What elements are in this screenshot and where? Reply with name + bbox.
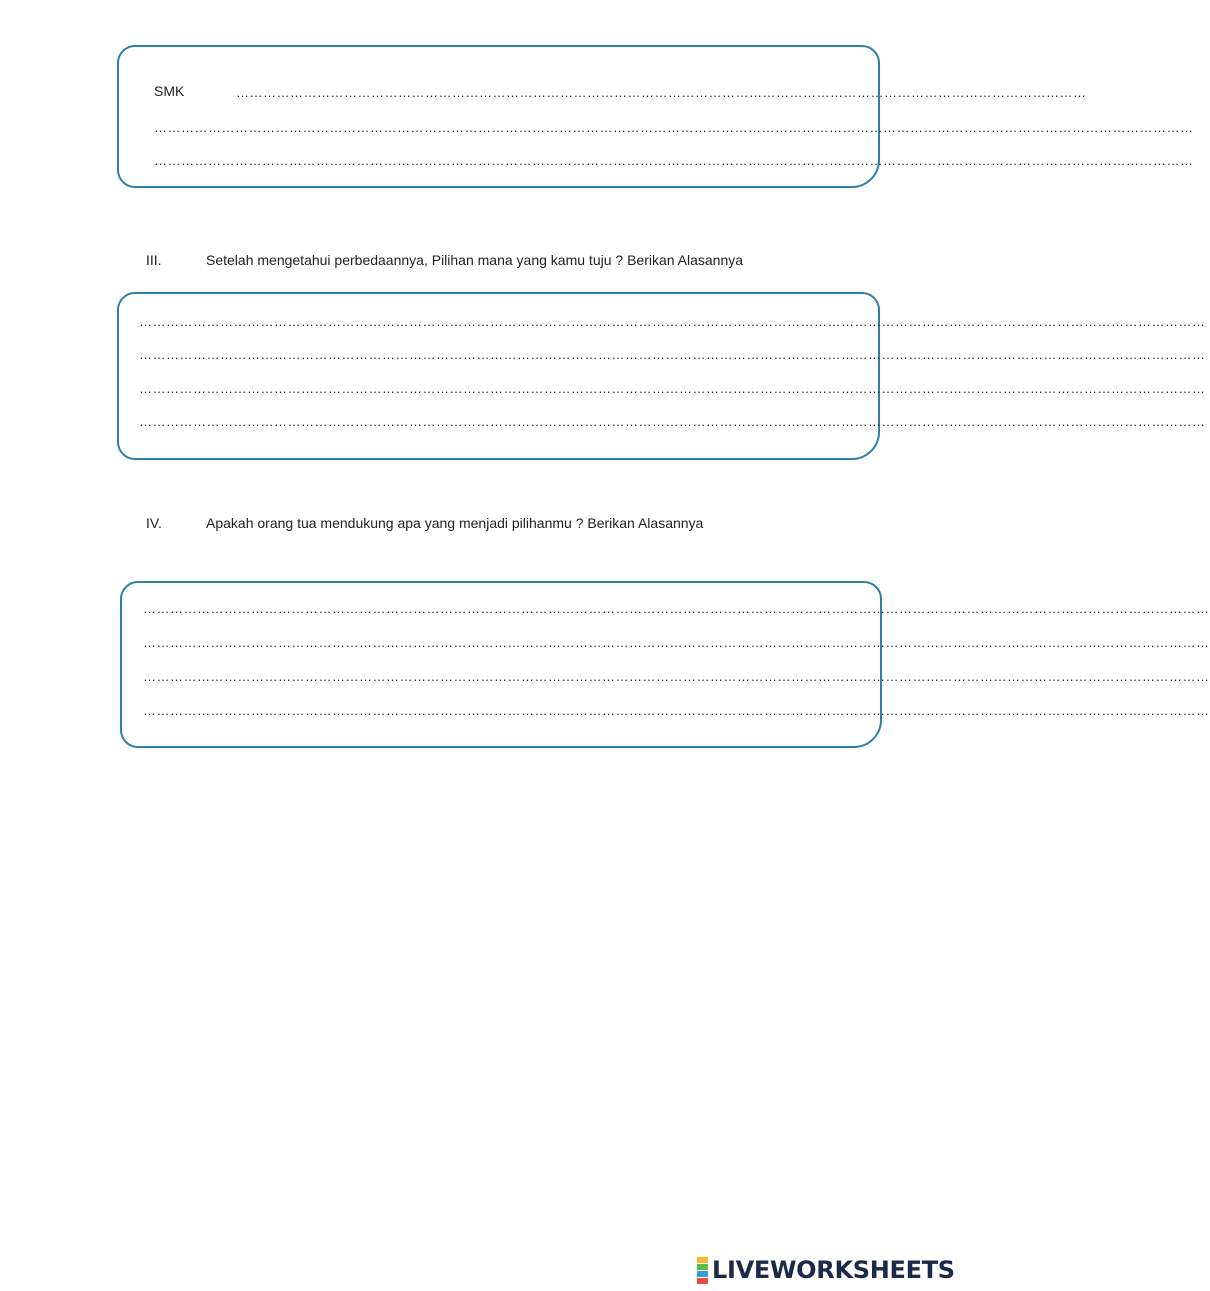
liveworksheets-logo-icon [697,1257,708,1284]
question-3-answer-line-3[interactable]: ………………………………………………………………………………………………………………………………………………………………………………………………………………… [139,381,1206,396]
smk-label: SMK [154,83,185,99]
question-4-answer-line-3[interactable]: ………………………………………………………………………………………………………………………………………………………………………………………………………………… [143,669,1210,684]
question-3-answer-line-2[interactable]: ………………………………………………………………………………………………………………………………………………………………………………………………………………… [139,347,1206,362]
liveworksheets-brand-text: LIVEWORKSHEETS [712,1256,955,1284]
smk-answer-line-2[interactable]: …………………………………………………………………………………………………………………………………………………………………………………………………………… [154,120,1194,135]
question-3-text: Setelah mengetahui perbedaannya, Pilihan mana yang kamu tuju ? Berikan Alasannya [206,252,744,268]
question-4-answer-box [120,581,1210,748]
question-4-answer-line-4[interactable]: ………………………………………………………………………………………………………………………………………………………………………………………………………………… [143,703,1210,718]
smk-answer-line-1[interactable]: ……………………………………………………………………………………………………………………………………………………………………… [236,85,1087,100]
question-4-text: Apakah orang tua mendukung apa yang menjadi pilihanmu ? Berikan Alasannya [206,515,704,531]
question-3-answer-line-1[interactable]: ………………………………………………………………………………………………………………………………………………………………………………………………………………… [139,314,1206,329]
question-4-answer-line-2[interactable]: ………………………………………………………………………………………………………………………………………………………………………………………………………………… [143,635,1210,650]
liveworksheets-logo[interactable] [697,1255,955,1285]
smk-answer-box [117,45,1194,188]
question-3-answer-line-4[interactable]: ………………………………………………………………………………………………………………………………………………………………………………………………………………… [139,414,1206,429]
question-3-answer-box [117,292,1206,460]
smk-answer-line-3[interactable]: …………………………………………………………………………………………………………………………………………………………………………………………………………… [154,153,1194,168]
question-4-number: IV. [146,515,162,531]
question-4-answer-line-1[interactable]: ………………………………………………………………………………………………………………………………………………………………………………………………………………… [143,601,1210,616]
question-3-number: III. [146,252,162,268]
